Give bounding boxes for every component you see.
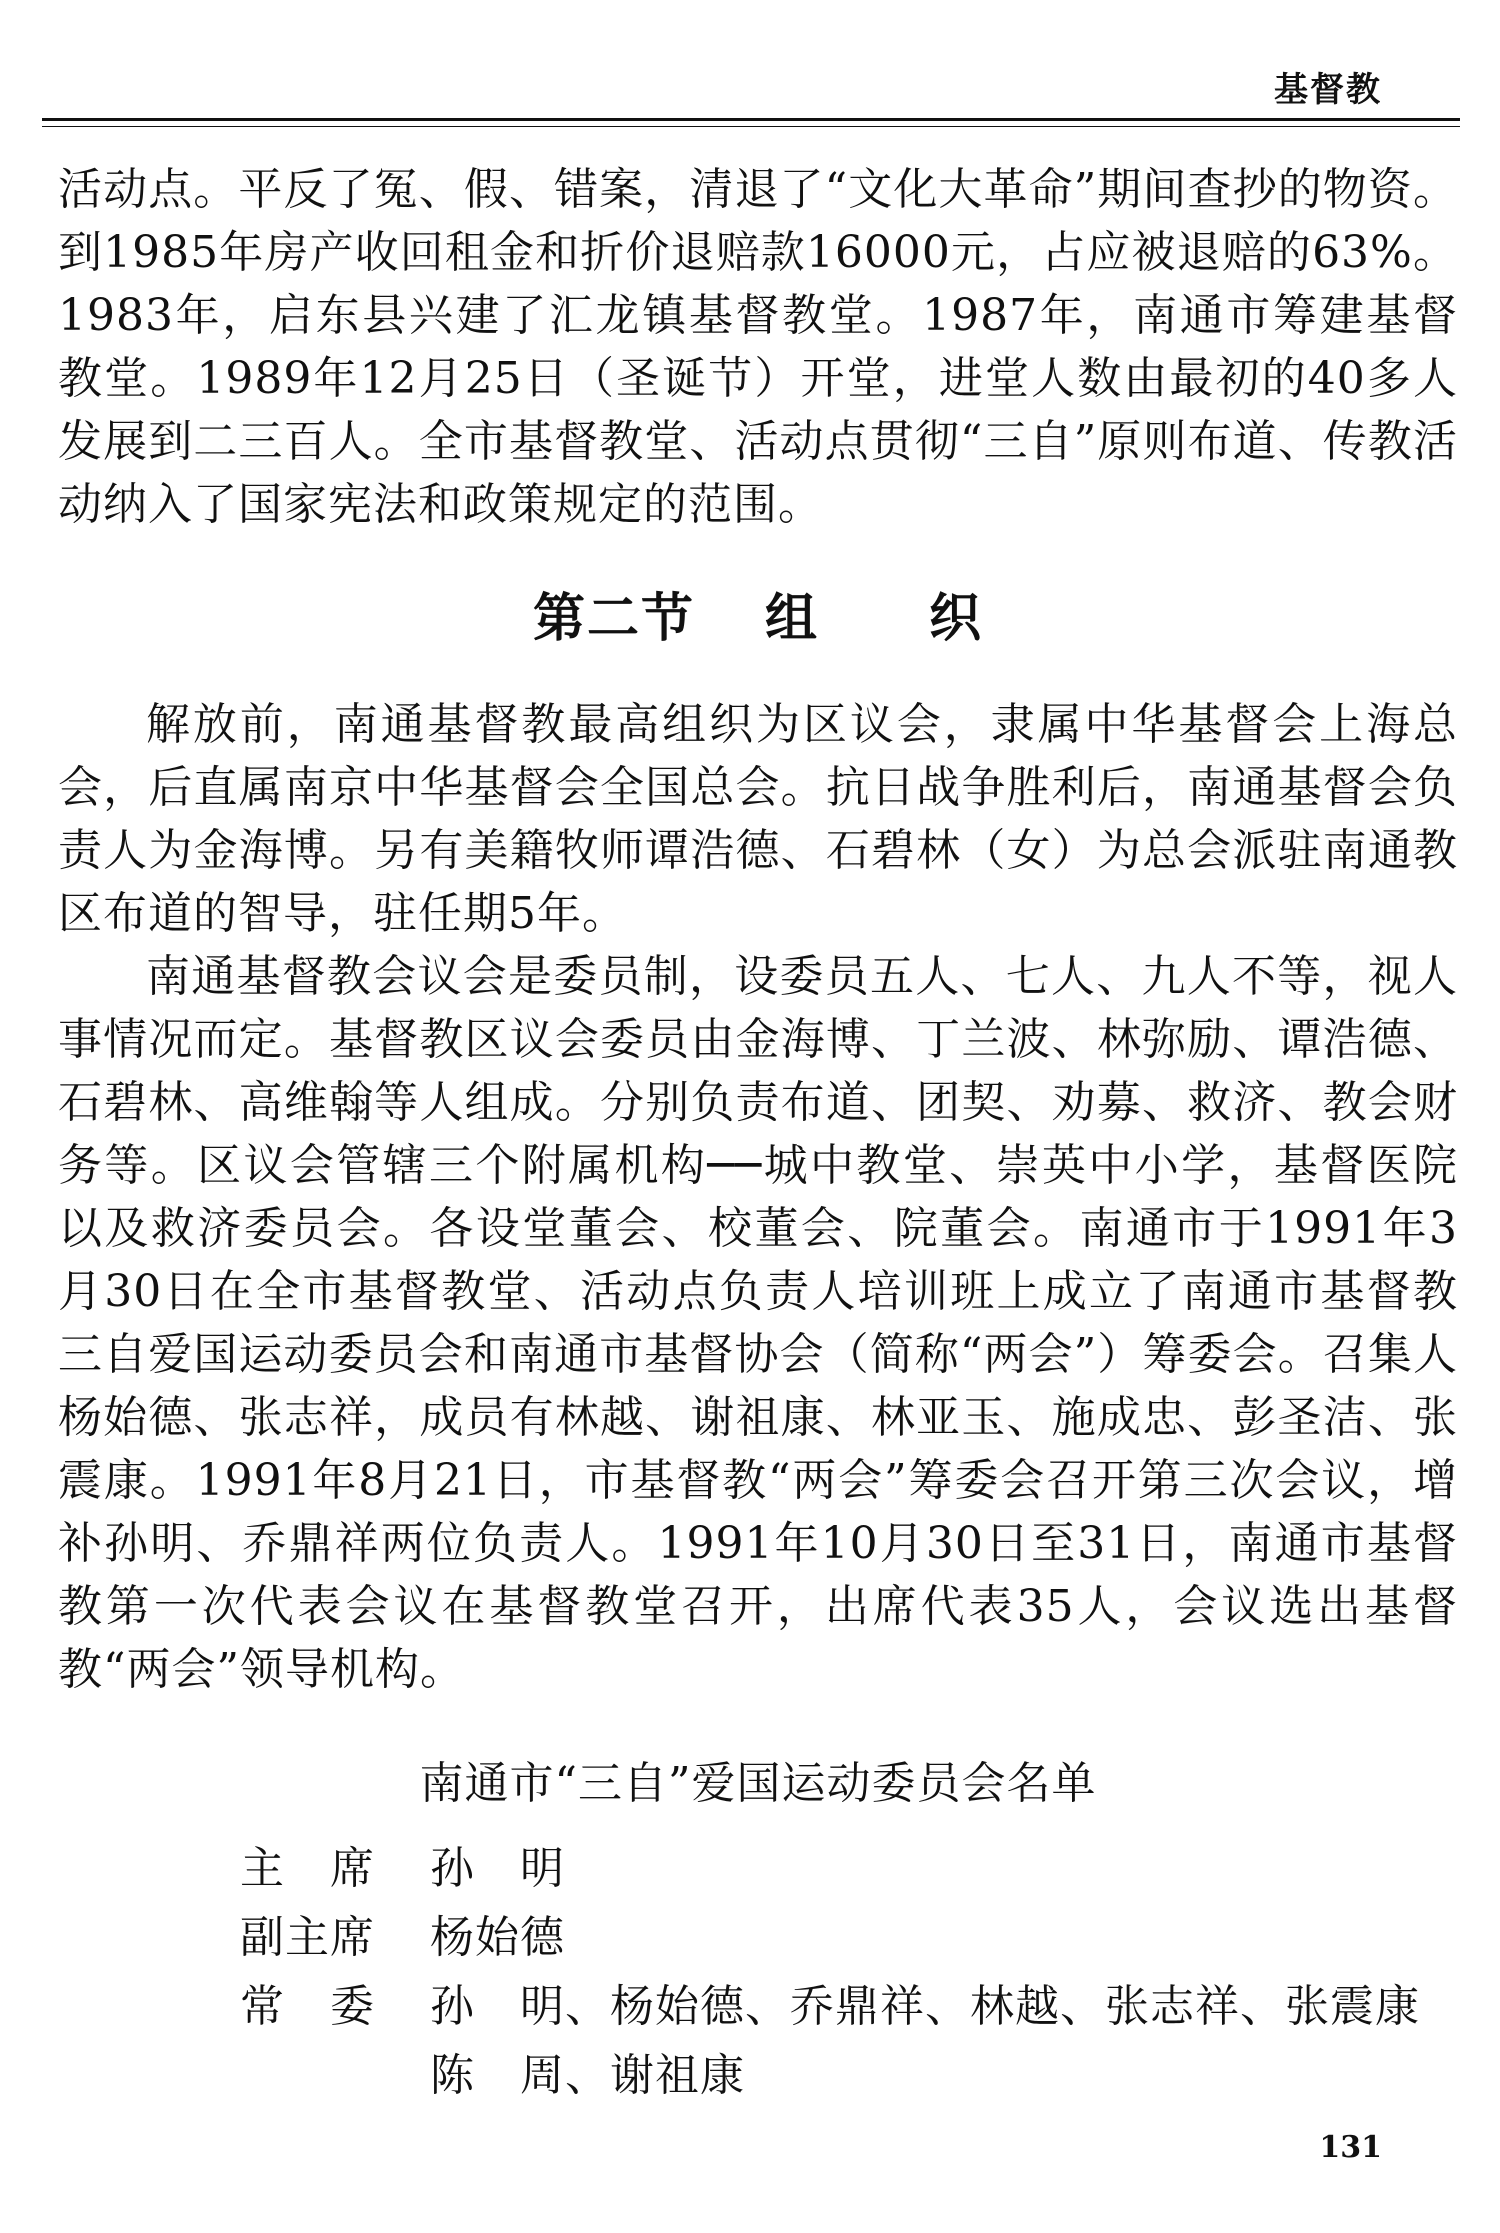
header-rule-thin — [42, 126, 1460, 127]
roster-list — [240, 1837, 1458, 2107]
roster-row — [240, 2044, 1458, 2107]
roster-role — [240, 2044, 430, 2107]
section-heading — [58, 576, 1458, 651]
roster-row — [240, 1906, 1458, 1969]
section-number: 第二节 — [532, 589, 695, 649]
paragraph-1: 解放前，南通基督教最高组织为区议会，隶属中华基督会上海总会，后直属南京中华基督会全国总会。抗日战争胜利后，南通基督会负责人为金海博。另有美籍牧师谭浩德、石碧林（女）为总会派驻南通教区布道的智导，驻任期5年。 — [58, 699, 1458, 939]
header-rule-thick — [42, 118, 1460, 121]
roster-names: 孙 明 — [430, 1843, 565, 1894]
paragraph-2: 南通基督教会议会是委员制，设委员五人、七人、九人不等，视人事情况而定。基督教区议会委员由金海博、丁兰波、林弥励、谭浩德、石碧林、高维翰等人组成。分别负责布道、团契、劝募、救济、教会财务等。区议会管辖三个附属机构──城中教堂、崇英中小学，基督医院以及救济委员会。各设堂董会、校董会、院董会。南通市于1991年3月30日在全市基督教堂、活动点负责人培训班上成立了南通市基督教三自爱国运动委员会和南通市基督协会（简称“两会”）筹委会。召集人杨始德、张志祥，成员有林越、谢祖康、林亚玉、施成忠、彭圣洁、张震康。1991年8月21日，市基督教“两会”筹委会召开第三次会议，增补孙明、乔鼎祥两位负责人。1991年10月30日至31日，南通市基督教第一次代表会议在基督教堂召开，出席代表35人，会议选出基督教“两会”领导机构。 — [58, 951, 1458, 1695]
page-number: 131 — [1319, 2130, 1382, 2165]
section-title-word-2: 织 — [929, 589, 984, 649]
roster-names: 孙 明、杨始德、乔鼎祥、林越、张志祥、张震康 — [430, 1981, 1420, 2032]
section-title-word-1: 组 — [764, 589, 819, 649]
paragraph-continued: 活动点。平反了冤、假、错案，清退了“文化大革命”期间查抄的物资。到1985年房产收回租金和折价退赔款16000元，占应被退赔的63%。1983年，启东县兴建了汇龙镇基督教堂。1987年，南通市筹建基督教堂。1989年12月25日（圣诞节）开堂，进堂人数由最初的40多人发展到二三百人。全市基督教堂、活动点贯彻“三自”原则布道、传教活动纳入了国家宪法和政策规定的范围。 — [58, 164, 1458, 530]
roster-role: 主 席 — [240, 1843, 375, 1894]
roster-row — [240, 1975, 1458, 2038]
roster-row — [240, 1837, 1458, 1900]
roster-title: 南通市“三自”爱国运动委员会名单 — [419, 1758, 1097, 1809]
roster-names: 杨始德 — [430, 1912, 565, 1963]
page-body — [58, 158, 1458, 2113]
roster-role: 副主席 — [240, 1912, 375, 1963]
roster-names: 陈 周、谢祖康 — [430, 2050, 745, 2101]
running-head: 基督教 — [1274, 70, 1382, 110]
roster-role: 常 委 — [240, 1981, 375, 2032]
